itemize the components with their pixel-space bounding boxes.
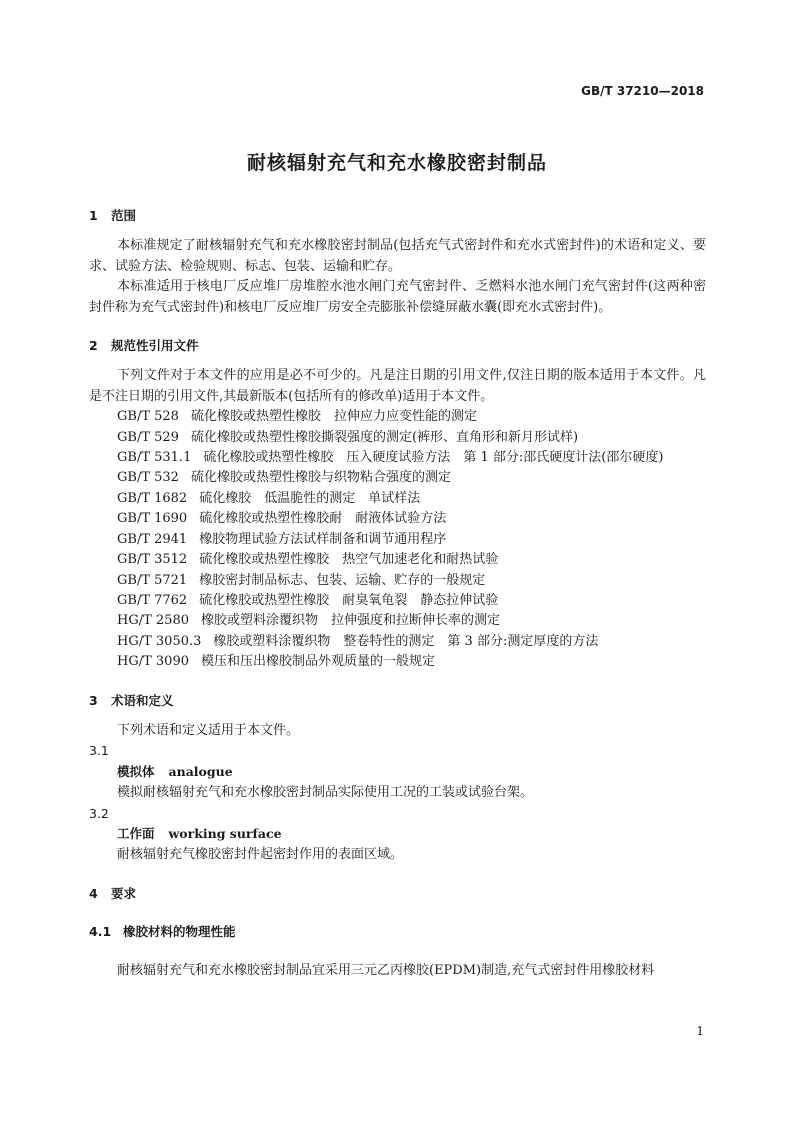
- section-title: 要求: [111, 885, 137, 901]
- reference-item: GB/T 531.1 硫化橡胶或热塑性橡胶 压入硬度试验方法 第 1 部分:邵氏硬度计法(邵尔硬度): [117, 450, 664, 466]
- subsection-4-1-heading: [89, 922, 706, 942]
- reference-item: GB/T 2941 橡胶物理试验方法试样制备和调节通用程序: [117, 531, 447, 547]
- term-entry: 模拟体 analogue: [117, 763, 233, 779]
- section-title: 范围: [111, 208, 137, 223]
- section-number: 2: [89, 338, 98, 354]
- reference-item: GB/T 1690 硫化橡胶或热塑性橡胶耐 耐液体试验方法: [117, 511, 447, 527]
- section-number: 1: [89, 208, 98, 223]
- reference-item: GB/T 3512 硫化橡胶或热塑性橡胶 热空气加速老化和耐热试验: [117, 552, 499, 568]
- section-number: 3: [89, 692, 98, 708]
- reference-item: GB/T 7762 硫化橡胶或热塑性橡胶 耐臭氧龟裂 静态拉伸试验: [117, 592, 499, 608]
- document-body: [89, 206, 706, 981]
- reference-item: HG/T 2580 橡胶或塑料涂覆织物 拉伸强度和拉断伸长率的测定: [117, 613, 501, 629]
- reference-item: HG/T 3090 模压和压出橡胶制品外观质量的一般规定: [117, 654, 436, 670]
- section-title: 规范性引用文件: [111, 338, 199, 354]
- reference-list: [89, 407, 706, 672]
- term-entry: 工作面 working surface: [117, 825, 282, 841]
- section-4-heading: [89, 884, 706, 904]
- paragraph: 耐核辐射充气和充水橡胶密封制品宜采用三元乙丙橡胶(EPDM)制造,充气式密封件用橡胶材料: [117, 962, 655, 978]
- paragraph: 下列术语和定义适用于本文件。: [117, 722, 300, 738]
- subsection-title: 橡胶材料的物理性能: [123, 924, 236, 940]
- term-number: 3.2: [89, 805, 109, 821]
- reference-item: GB/T 528 硫化橡胶或热塑性橡胶 拉伸应力应变性能的测定: [117, 409, 477, 425]
- standard-code: GB/T 37210—2018: [581, 84, 704, 98]
- reference-item: GB/T 529 硫化橡胶或热塑性橡胶撕裂强度的测定(裤形、直角形和新月形试样): [117, 429, 579, 445]
- section-3-heading: [89, 691, 706, 711]
- page-number: 1: [696, 1024, 704, 1038]
- section-number: 4: [89, 885, 98, 901]
- reference-item: GB/T 5721 橡胶密封制品标志、包装、运输、贮存的一般规定: [117, 572, 486, 588]
- section-2-heading: [89, 336, 706, 356]
- term-definition: 模拟耐核辐射充气和充水橡胶密封制品实际使用工况的工装或试验台架。: [117, 785, 534, 801]
- reference-item: HG/T 3050.3 橡胶或塑料涂覆织物 整卷特性的测定 第 3 部分:测定厚度的方法: [117, 633, 599, 649]
- section-1-heading: [89, 206, 706, 226]
- term-definition: 耐核辐射充气橡胶密封件起密封作用的表面区域。: [117, 847, 404, 863]
- paragraph: 下列文件对于本文件的应用是必不可少的。凡是注日期的引用文件,仅注日期的版本适用于本文件。凡是不注日期的引用文件,其最新版本(包括所有的修改单)适用于本文件。: [89, 368, 706, 404]
- paragraph: 本标准适用于核电厂反应堆厂房堆腔水池水闸门充气密封件、乏燃料水池水闸门充气密封件(这两种密封件称为充气式密封件)和核电厂反应堆厂房安全壳膨胀补偿缝屏蔽水囊(即充水式密封件)。: [89, 279, 706, 315]
- document-title: 耐核辐射充气和充水橡胶密封制品: [246, 152, 547, 174]
- reference-item: GB/T 532 硫化橡胶或热塑性橡胶与织物粘合强度的测定: [117, 470, 451, 486]
- section-title: 术语和定义: [111, 692, 174, 708]
- reference-item: GB/T 1682 硫化橡胶 低温脆性的测定 单试样法: [117, 490, 421, 506]
- subsection-number: 4.1: [89, 924, 112, 940]
- term-number: 3.1: [89, 743, 109, 759]
- paragraph: 本标准规定了耐核辐射充气和充水橡胶密封制品(包括充气式密封件和充水式密封件)的术语和定义、要求、试验方法、检验规则、标志、包装、运输和贮存。: [89, 238, 706, 274]
